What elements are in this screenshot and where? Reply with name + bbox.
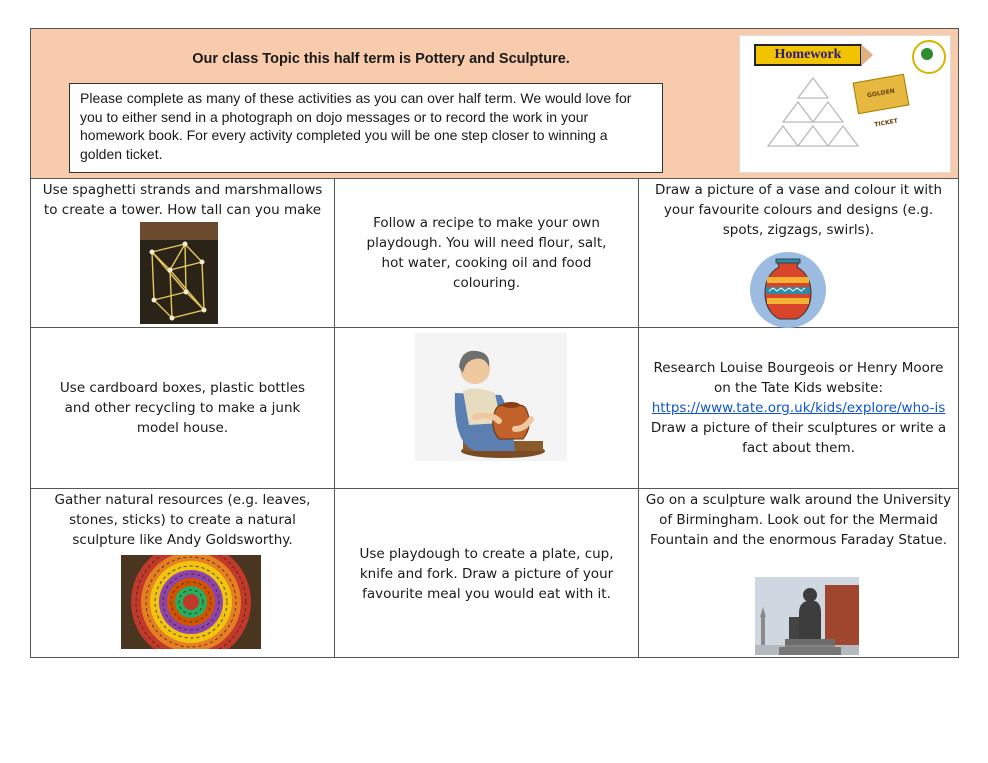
potter-clipart-image bbox=[415, 333, 567, 461]
homework-thumbnail-image bbox=[739, 35, 951, 173]
activity-text: Gather natural resources (e.g. leaves, stones, sticks) to create a natural sculpture like Andy Goldsworthy. bbox=[54, 492, 311, 548]
activity-spaghetti-tower bbox=[31, 179, 335, 328]
leaf-mandala-photo bbox=[121, 555, 261, 649]
intro-box: Please complete as many of these activities as you can over half term. We would love for you to either send in a photograph on dojo messages or to record the work in your homework book. For every activity completed you will be one step closer to winning a golden ticket. bbox=[69, 83, 663, 173]
homework-banner: Homework bbox=[754, 44, 862, 66]
activity-playdough-plate bbox=[335, 489, 639, 658]
activity-natural-sculpture bbox=[31, 489, 335, 658]
activity-text: Use spaghetti strands and marshmallows to create a tower. How tall can you make bbox=[42, 182, 323, 218]
spaghetti-tower-photo bbox=[140, 222, 218, 324]
pencil-tip-icon bbox=[861, 44, 873, 66]
pyramid-icon bbox=[758, 76, 868, 156]
activity-text: Use playdough to create a plate, cup, knife and fork. Draw a picture of your favourite meal you would eat with it. bbox=[359, 545, 614, 602]
activity-playdough-recipe bbox=[335, 179, 639, 328]
golden-ticket: GOLDEN TICKET bbox=[853, 74, 910, 115]
activity-text: Follow a recipe to make your own playdough. You will need flour, salt, hot water, cooking oil and food colouring. bbox=[366, 215, 607, 291]
activity-sculpture-walk bbox=[639, 489, 958, 658]
activity-text-after: Draw a picture of their sculptures or write a fact about them. bbox=[650, 420, 947, 456]
homework-sheet bbox=[30, 28, 959, 658]
activity-text: Research Louise Bourgeois or Henry Moore on the Tate Kids website: bbox=[653, 360, 944, 396]
activity-research-artists bbox=[639, 328, 958, 489]
activity-text: Use cardboard boxes, plastic bottles and other recycling to make a junk model house. bbox=[59, 380, 306, 436]
vase-image bbox=[749, 251, 827, 329]
tree-icon bbox=[921, 48, 933, 60]
faraday-statue-photo bbox=[755, 577, 859, 655]
activity-junk-model-house bbox=[31, 328, 335, 489]
tate-kids-link[interactable]: https://www.tate.org.uk/kids/explore/who-is bbox=[651, 400, 946, 416]
activity-text: Draw a picture of a vase and colour it with your favourite colours and designs (e.g. spots, zigzags, swirls). bbox=[654, 182, 943, 238]
activity-text: Go on a sculpture walk around the University of Birmingham. Look out for the Mermaid Fountain and the enormous Faraday Statue. bbox=[645, 492, 952, 548]
activity-potter-image-cell bbox=[335, 328, 639, 489]
header-section bbox=[31, 29, 958, 179]
topic-title: Our class Topic this half term is Pottery and Sculpture. bbox=[192, 51, 570, 67]
activity-vase-drawing bbox=[639, 179, 958, 328]
